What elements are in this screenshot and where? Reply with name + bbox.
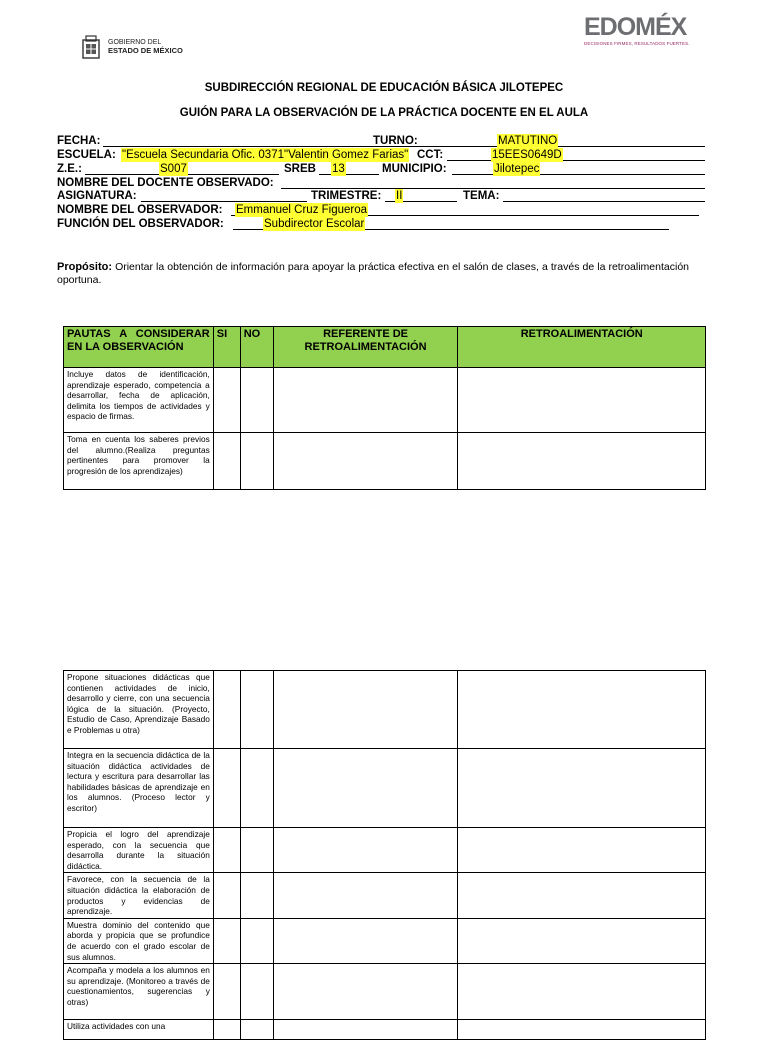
escuela-value: "Escuela Secundaria Ofic. 0371"Valentin Gomez Farias" <box>122 149 409 161</box>
retro-cell[interactable] <box>458 1020 706 1040</box>
municipio-label: MUNICIPIO: <box>382 163 447 175</box>
referente-cell[interactable] <box>273 1020 458 1040</box>
table-row <box>64 749 706 828</box>
row-funcion <box>57 217 707 231</box>
si-cell[interactable] <box>213 749 240 828</box>
row-asignatura <box>57 189 707 203</box>
no-cell[interactable] <box>240 433 273 490</box>
turno-field[interactable] <box>425 135 705 147</box>
row-ze <box>57 162 707 176</box>
escuela-label: ESCUELA: <box>57 149 116 161</box>
cct-label: CCT: <box>417 149 444 161</box>
turno-label: TURNO: <box>373 135 418 147</box>
ze-value: S007 <box>160 163 187 175</box>
referente-cell[interactable] <box>273 828 458 873</box>
pauta-cell: Integra en la secuencia didáctica de la situación didáctica actividades de lectura y escritura para desarrollar las habilidades básicas de aprendizaje en los alumnos. (Proceso lector y escritor) <box>64 749 214 828</box>
cct-value: 15EES0649D <box>492 149 562 161</box>
si-cell[interactable] <box>213 918 240 963</box>
municipio-value: Jilotepec <box>494 163 540 175</box>
table-row <box>64 964 706 1020</box>
retro-cell[interactable] <box>458 671 706 749</box>
header-retroalimentacion: RETROALIMENTACIÓN <box>458 327 706 368</box>
sreb-field[interactable] <box>319 163 379 175</box>
retro-cell[interactable] <box>458 749 706 828</box>
pauta-cell: Utiliza actividades con una <box>64 1020 214 1040</box>
title-line2: GUIÓN PARA LA OBSERVACIÓN DE LA PRÁCTICA DOCENTE EN EL AULA <box>179 107 589 119</box>
table-row <box>64 433 706 490</box>
sreb-value: 13 <box>332 163 345 175</box>
edomex-brand: EDOMÉX <box>584 13 687 41</box>
table-row <box>64 918 706 963</box>
retro-cell[interactable] <box>458 368 706 433</box>
table-row <box>64 368 706 433</box>
cct-field[interactable] <box>447 149 705 161</box>
pauta-cell: Incluye datos de identificación, aprendizaje esperado, competencia a desarrollar, fecha de aplicación, delimita los tiempos de actividades y espacio de firmas. <box>64 368 214 433</box>
edomex-logo <box>584 14 706 46</box>
pauta-cell: Muestra dominio del contenido que aborda y propicia que se profundice de acuerdo con el grado escolar de sus alumnos. <box>64 918 214 963</box>
coat-of-arms-icon <box>80 34 102 60</box>
asignatura-label: ASIGNATURA: <box>57 190 137 202</box>
sreb-label: SREB <box>284 163 316 175</box>
observation-table-bottom <box>63 670 706 1040</box>
observador-value: Emmanuel Cruz Figueroa <box>236 204 368 216</box>
gov-logo <box>80 34 183 60</box>
retro-cell[interactable] <box>458 828 706 873</box>
gov-logo-line1: GOBIERNO DEL <box>108 38 162 46</box>
header-no: NO <box>240 327 273 368</box>
funcion-label: FUNCIÓN DEL OBSERVADOR: <box>57 218 224 230</box>
municipio-field[interactable] <box>452 163 705 175</box>
row-escuela <box>57 148 707 162</box>
no-cell[interactable] <box>240 964 273 1020</box>
title-line1: SUBDIRECCIÓN REGIONAL DE EDUCACIÓN BÁSICA JILOTEPEC <box>204 82 564 94</box>
retro-cell[interactable] <box>458 964 706 1020</box>
header-pautas: PAUTAS A CONSIDERAR EN LA OBSERVACIÓN <box>64 327 214 368</box>
si-cell[interactable] <box>213 1020 240 1040</box>
header-referente: REFERENTE DE RETROALIMENTACIÓN <box>273 327 458 368</box>
docente-field[interactable] <box>281 177 705 189</box>
fecha-label: FECHA: <box>57 135 101 147</box>
gov-logo-line2: ESTADO DE MÉXICO <box>108 45 183 55</box>
referente-cell[interactable] <box>273 433 458 490</box>
retro-cell[interactable] <box>458 433 706 490</box>
tema-field[interactable] <box>503 190 705 202</box>
no-cell[interactable] <box>240 918 273 963</box>
tema-label: TEMA: <box>463 190 500 202</box>
no-cell[interactable] <box>240 368 273 433</box>
table-header-row <box>64 327 706 368</box>
si-cell[interactable] <box>213 671 240 749</box>
table-row <box>64 828 706 873</box>
purpose-text: Orientar la obtención de información para apoyar la práctica efectiva en el salón de clases, a través de la retroalimentación oportuna. <box>57 261 689 286</box>
observador-label: NOMBRE DEL OBSERVADOR: <box>57 204 223 216</box>
si-cell[interactable] <box>213 828 240 873</box>
row-observador <box>57 203 707 217</box>
observation-table-top <box>63 326 706 490</box>
pauta-cell: Propicia el logro del aprendizaje esperado, con la secuencia que desarrolla durante la situación didáctica. <box>64 828 214 873</box>
ze-label: Z.E.: <box>57 163 82 175</box>
pauta-cell: Acompaña y modela a los alumnos en su aprendizaje. (Monitoreo a través de cuestionamientos, sugerencias y otras) <box>64 964 214 1020</box>
si-cell[interactable] <box>213 368 240 433</box>
pauta-cell: Favorece, con la secuencia de la situación didáctica la elaboración de productos y evidencias de aprendizaje. <box>64 873 214 918</box>
trimestre-label: TRIMESTRE: <box>311 190 382 202</box>
no-cell[interactable] <box>240 749 273 828</box>
referente-cell[interactable] <box>273 671 458 749</box>
table-row <box>64 873 706 918</box>
header-si: SI <box>213 327 240 368</box>
table-row <box>64 671 706 749</box>
referente-cell[interactable] <box>273 749 458 828</box>
referente-cell[interactable] <box>273 964 458 1020</box>
turno-value: MATUTINO <box>498 135 558 147</box>
trimestre-value: II <box>396 190 403 202</box>
purpose <box>57 261 689 287</box>
funcion-value: Subdirector Escolar <box>264 218 365 230</box>
row-docente <box>57 176 707 190</box>
purpose-label: Propósito: <box>57 261 112 273</box>
no-cell[interactable] <box>240 873 273 918</box>
asignatura-field[interactable] <box>141 190 307 202</box>
pauta-cell: Propone situaciones didácticas que contienen actividades de inicio, desarrollo y cierre, con una secuencia lógica de la situación. (Proyecto, Estudio de Caso, Aprendizaje Basado e Problemas u otra) <box>64 671 214 749</box>
retro-cell[interactable] <box>458 873 706 918</box>
retro-cell[interactable] <box>458 918 706 963</box>
row-fecha <box>57 134 707 148</box>
referente-cell[interactable] <box>273 368 458 433</box>
si-cell[interactable] <box>213 964 240 1020</box>
edomex-tagline: DECISIONES FIRMES, RESULTADOS FUERTES. <box>584 41 690 46</box>
si-cell[interactable] <box>213 433 240 490</box>
si-cell[interactable] <box>213 873 240 918</box>
no-cell[interactable] <box>240 1020 273 1040</box>
table-row <box>64 1020 706 1040</box>
referente-cell[interactable] <box>273 873 458 918</box>
docente-label: NOMBRE DEL DOCENTE OBSERVADO: <box>57 177 274 189</box>
referente-cell[interactable] <box>273 918 458 963</box>
pauta-cell: Toma en cuenta los saberes previos del alumno.(Realiza preguntas pertinentes para promover la progresión de los aprendizajes) <box>64 433 214 490</box>
no-cell[interactable] <box>240 671 273 749</box>
no-cell[interactable] <box>240 828 273 873</box>
